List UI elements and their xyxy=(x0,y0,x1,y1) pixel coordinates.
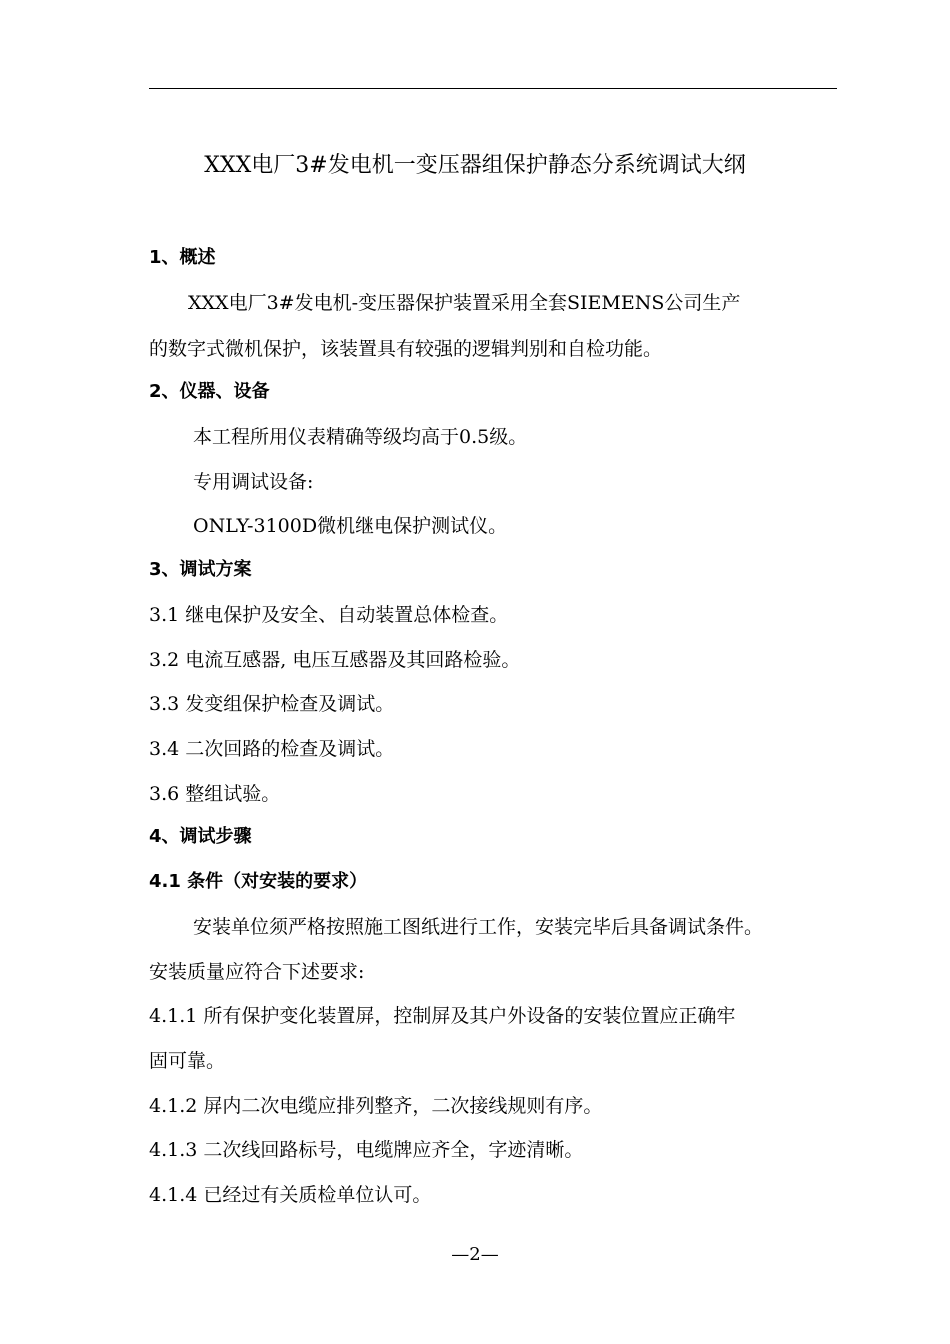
section-1-heading: 1、概述 xyxy=(149,247,216,268)
section-3-item: 3.4 二次回路的检查及调试。 xyxy=(149,738,395,760)
section-2-heading: 2、仪器、设备 xyxy=(149,381,270,402)
section-2-line-2: 专用调试设备: xyxy=(193,471,314,493)
section-3-item: 3.1 继电保护及安全、自动装置总体检查。 xyxy=(149,604,509,626)
section-4-1-paragraph-line-2: 安装质量应符合下述要求: xyxy=(149,961,365,983)
section-4-1-item: 4.1.3 二次线回路标号，电缆牌应齐全，字迹清晰。 xyxy=(149,1139,584,1161)
section-3-item: 3.2 电流互感器, 电压互感器及其回路检验。 xyxy=(149,649,521,671)
section-1-paragraph-line-1: XXX电厂3#发电机-变压器保护装置采用全套SIEMENS公司生产 xyxy=(188,292,741,314)
section-2-line-3: ONLY-3100D微机继电保护测试仪。 xyxy=(193,515,508,537)
document-title: XXX电厂3#发电机一变压器组保护静态分系统调试大纲 xyxy=(204,153,746,178)
section-3-item: 3.3 发变组保护检查及调试。 xyxy=(149,693,395,715)
page-number: —2— xyxy=(451,1244,499,1265)
section-4-1-paragraph-line-1: 安装单位须严格按照施工图纸进行工作，安装完毕后具备调试条件。 xyxy=(193,916,764,938)
section-3-heading: 3、调试方案 xyxy=(149,559,252,580)
header-rule xyxy=(149,88,837,89)
section-4-1-item: 4.1.1 所有保护变化装置屏，控制屏及其户外设备的安装位置应正确牢 xyxy=(149,1005,736,1027)
section-4-1-item-continuation: 固可靠。 xyxy=(149,1050,226,1072)
section-4-1-heading: 4.1 条件（对安装的要求） xyxy=(149,871,368,892)
section-4-heading: 4、调试步骤 xyxy=(149,826,252,847)
section-3-item: 3.6 整组试验。 xyxy=(149,783,281,805)
section-4-1-item: 4.1.2 屏内二次电缆应排列整齐，二次接线规则有序。 xyxy=(149,1095,603,1117)
section-4-1-item: 4.1.4 已经过有关质检单位认可。 xyxy=(149,1184,432,1206)
section-1-paragraph-line-2: 的数字式微机保护，该装置具有较强的逻辑判别和自检功能。 xyxy=(149,338,663,360)
section-2-line-1: 本工程所用仪表精确等级均高于0.5级。 xyxy=(193,426,528,448)
